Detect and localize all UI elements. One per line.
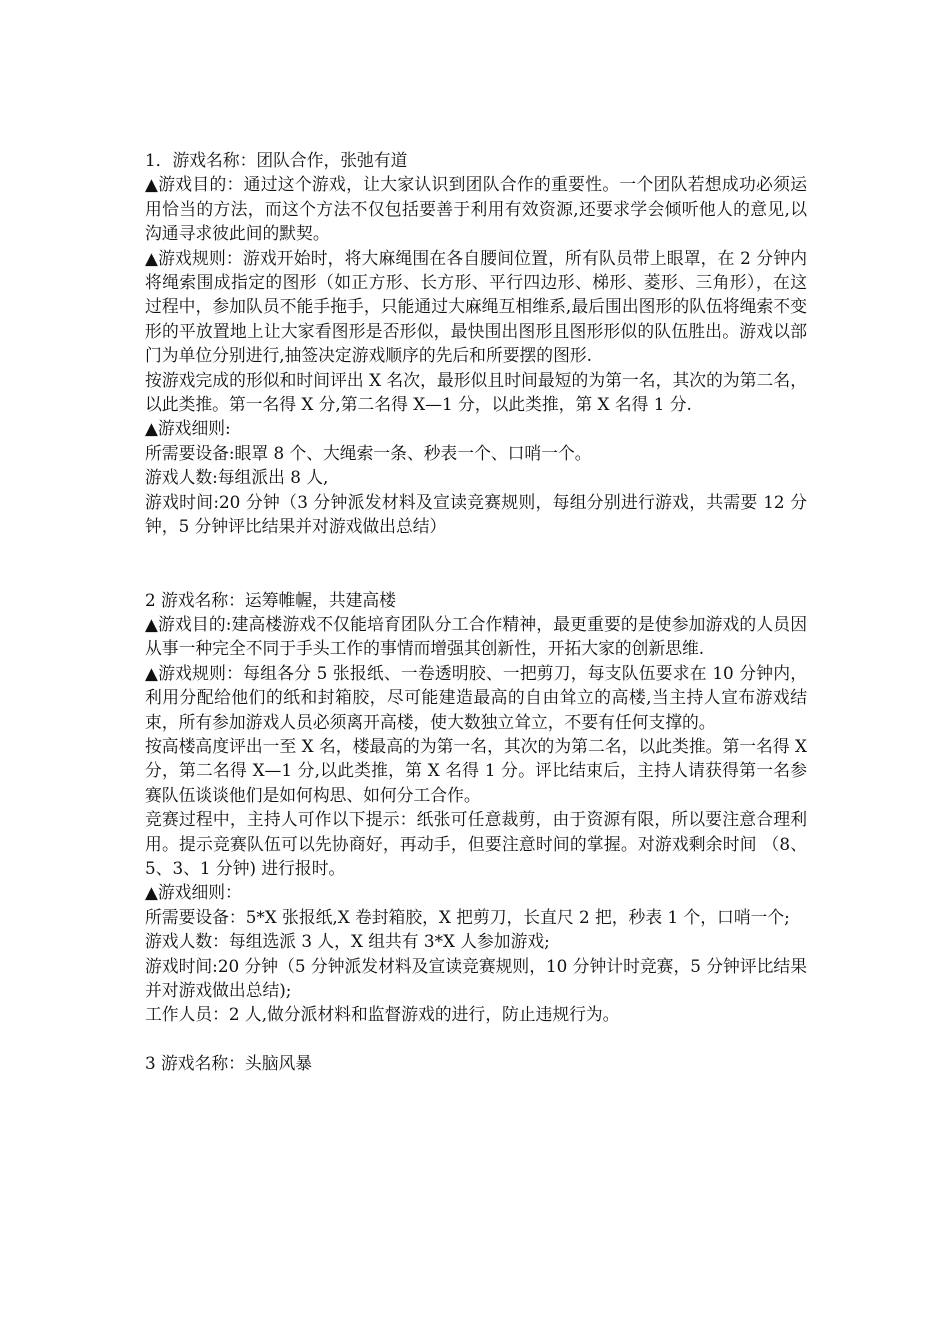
section-2: [145, 588, 807, 1027]
section-spacer: [145, 1027, 807, 1051]
section-1: [145, 148, 807, 539]
paragraph: 所需要设备：5*X 张报纸,X 卷封箱胶，X 把剪刀，长直尺 2 把，秒表 1 个，口哨一个;: [145, 906, 790, 927]
paragraph: 竞赛过程中，主持人可作以下提示：纸张可任意裁剪，由于资源有限，所以要注意合理利用。提示竞赛队伍可以先协商好，再动手，但要注意时间的掌握。对游戏剩余时间 （8、5、3、1 分钟) 进行报时。: [145, 809, 807, 878]
paragraph: 所需要设备:眼罩 8 个、大绳索一条、秒表一个、口哨一个。: [145, 442, 592, 463]
paragraph: ▲游戏细则：: [145, 882, 242, 903]
section-title: 3 游戏名称：头脑风暴: [145, 1052, 313, 1073]
section-title: 2 游戏名称：运筹帷幄，共建高楼: [145, 589, 396, 610]
paragraph: ▲游戏细则:: [145, 418, 231, 439]
paragraph: 按游戏完成的形似和时间评出 X 名次，最形似且时间最短的为第一名，其次的为第二名，以此类推。第一名得 X 分,第二名得 X—1 分，以此类推，第 X 名得 1 分.: [145, 369, 807, 415]
paragraph: 游戏时间:20 分钟（3 分钟派发材料及宣读竞赛规则，每组分别进行游戏，共需要 12 分钟，5 分钟评比结果并对游戏做出总结）: [145, 491, 807, 537]
paragraph: 游戏人数:每组派出 8 人,: [145, 467, 329, 488]
paragraph: 工作人员：2 人,做分派材料和监督游戏的进行，防止违规行为。: [145, 1004, 620, 1025]
paragraph: ▲游戏规则：每组各分 5 张报纸、一卷透明胶、一把剪刀，每支队伍要求在 10 分钟内，利用分配给他们的纸和封箱胶，尽可能建造最高的自由耸立的高楼,当主持人宣布游戏结束，所有参加游戏人员必须离开高楼，使大数独立耸立，不要有任何支撑的。: [145, 662, 807, 732]
paragraph: 按高楼高度评出一至 X 名，楼最高的为第一名，其次的为第二名，以此类推。第一名得 X 分，第二名得 X—1 分,以此类推，第 X 名得 1 分。评比结束后，主持人请获得第一名参赛队伍谈谈他们是如何构思、如何分工合作。: [145, 735, 807, 805]
section-spacer: [145, 539, 807, 588]
paragraph: 游戏时间:20 分钟（5 分钟派发材料及宣读竞赛规则，10 分钟计时竞赛，5 分钟评比结果并对游戏做出总结);: [145, 955, 807, 1000]
section-3: [145, 1051, 807, 1075]
paragraph: ▲游戏目的:建高楼游戏不仅能培育团队分工合作精神，最更重要的是使参加游戏的人员因从事一种完全不同于手头工作的事情而增强其创新性，开拓大家的创新思维.: [145, 613, 807, 659]
paragraph: ▲游戏目的：通过这个游戏，让大家认识到团队合作的重要性。一个团队若想成功必须运用恰当的方法，而这个方法不仅包括要善于利用有效资源,还要求学会倾听他人的意见,以沟通寻求彼此间的默契。: [145, 174, 807, 244]
paragraph: 游戏人数：每组选派 3 人，X 组共有 3*X 人参加游戏;: [145, 931, 550, 952]
paragraph: ▲游戏规则：游戏开始时，将大麻绳围在各自腰间位置，所有队员带上眼罩，在 2 分钟内将绳索围成指定的图形（如正方形、长方形、平行四边形、梯形、菱形、三角形），在这过程中，参加队员不能手拖手，只能通过大麻绳互相维系,最后围出图形的队伍将绳索不变形的平放置地上让大家看图形是否形似，最快围出图形且图形形似的队伍胜出。游戏以部门为单位分别进行,抽签决定游戏顺序的先后和所要摆的图形.: [145, 247, 807, 366]
section-title: 1．游戏名称：团队合作，张弛有道: [145, 150, 408, 170]
document-body: [145, 148, 807, 1075]
